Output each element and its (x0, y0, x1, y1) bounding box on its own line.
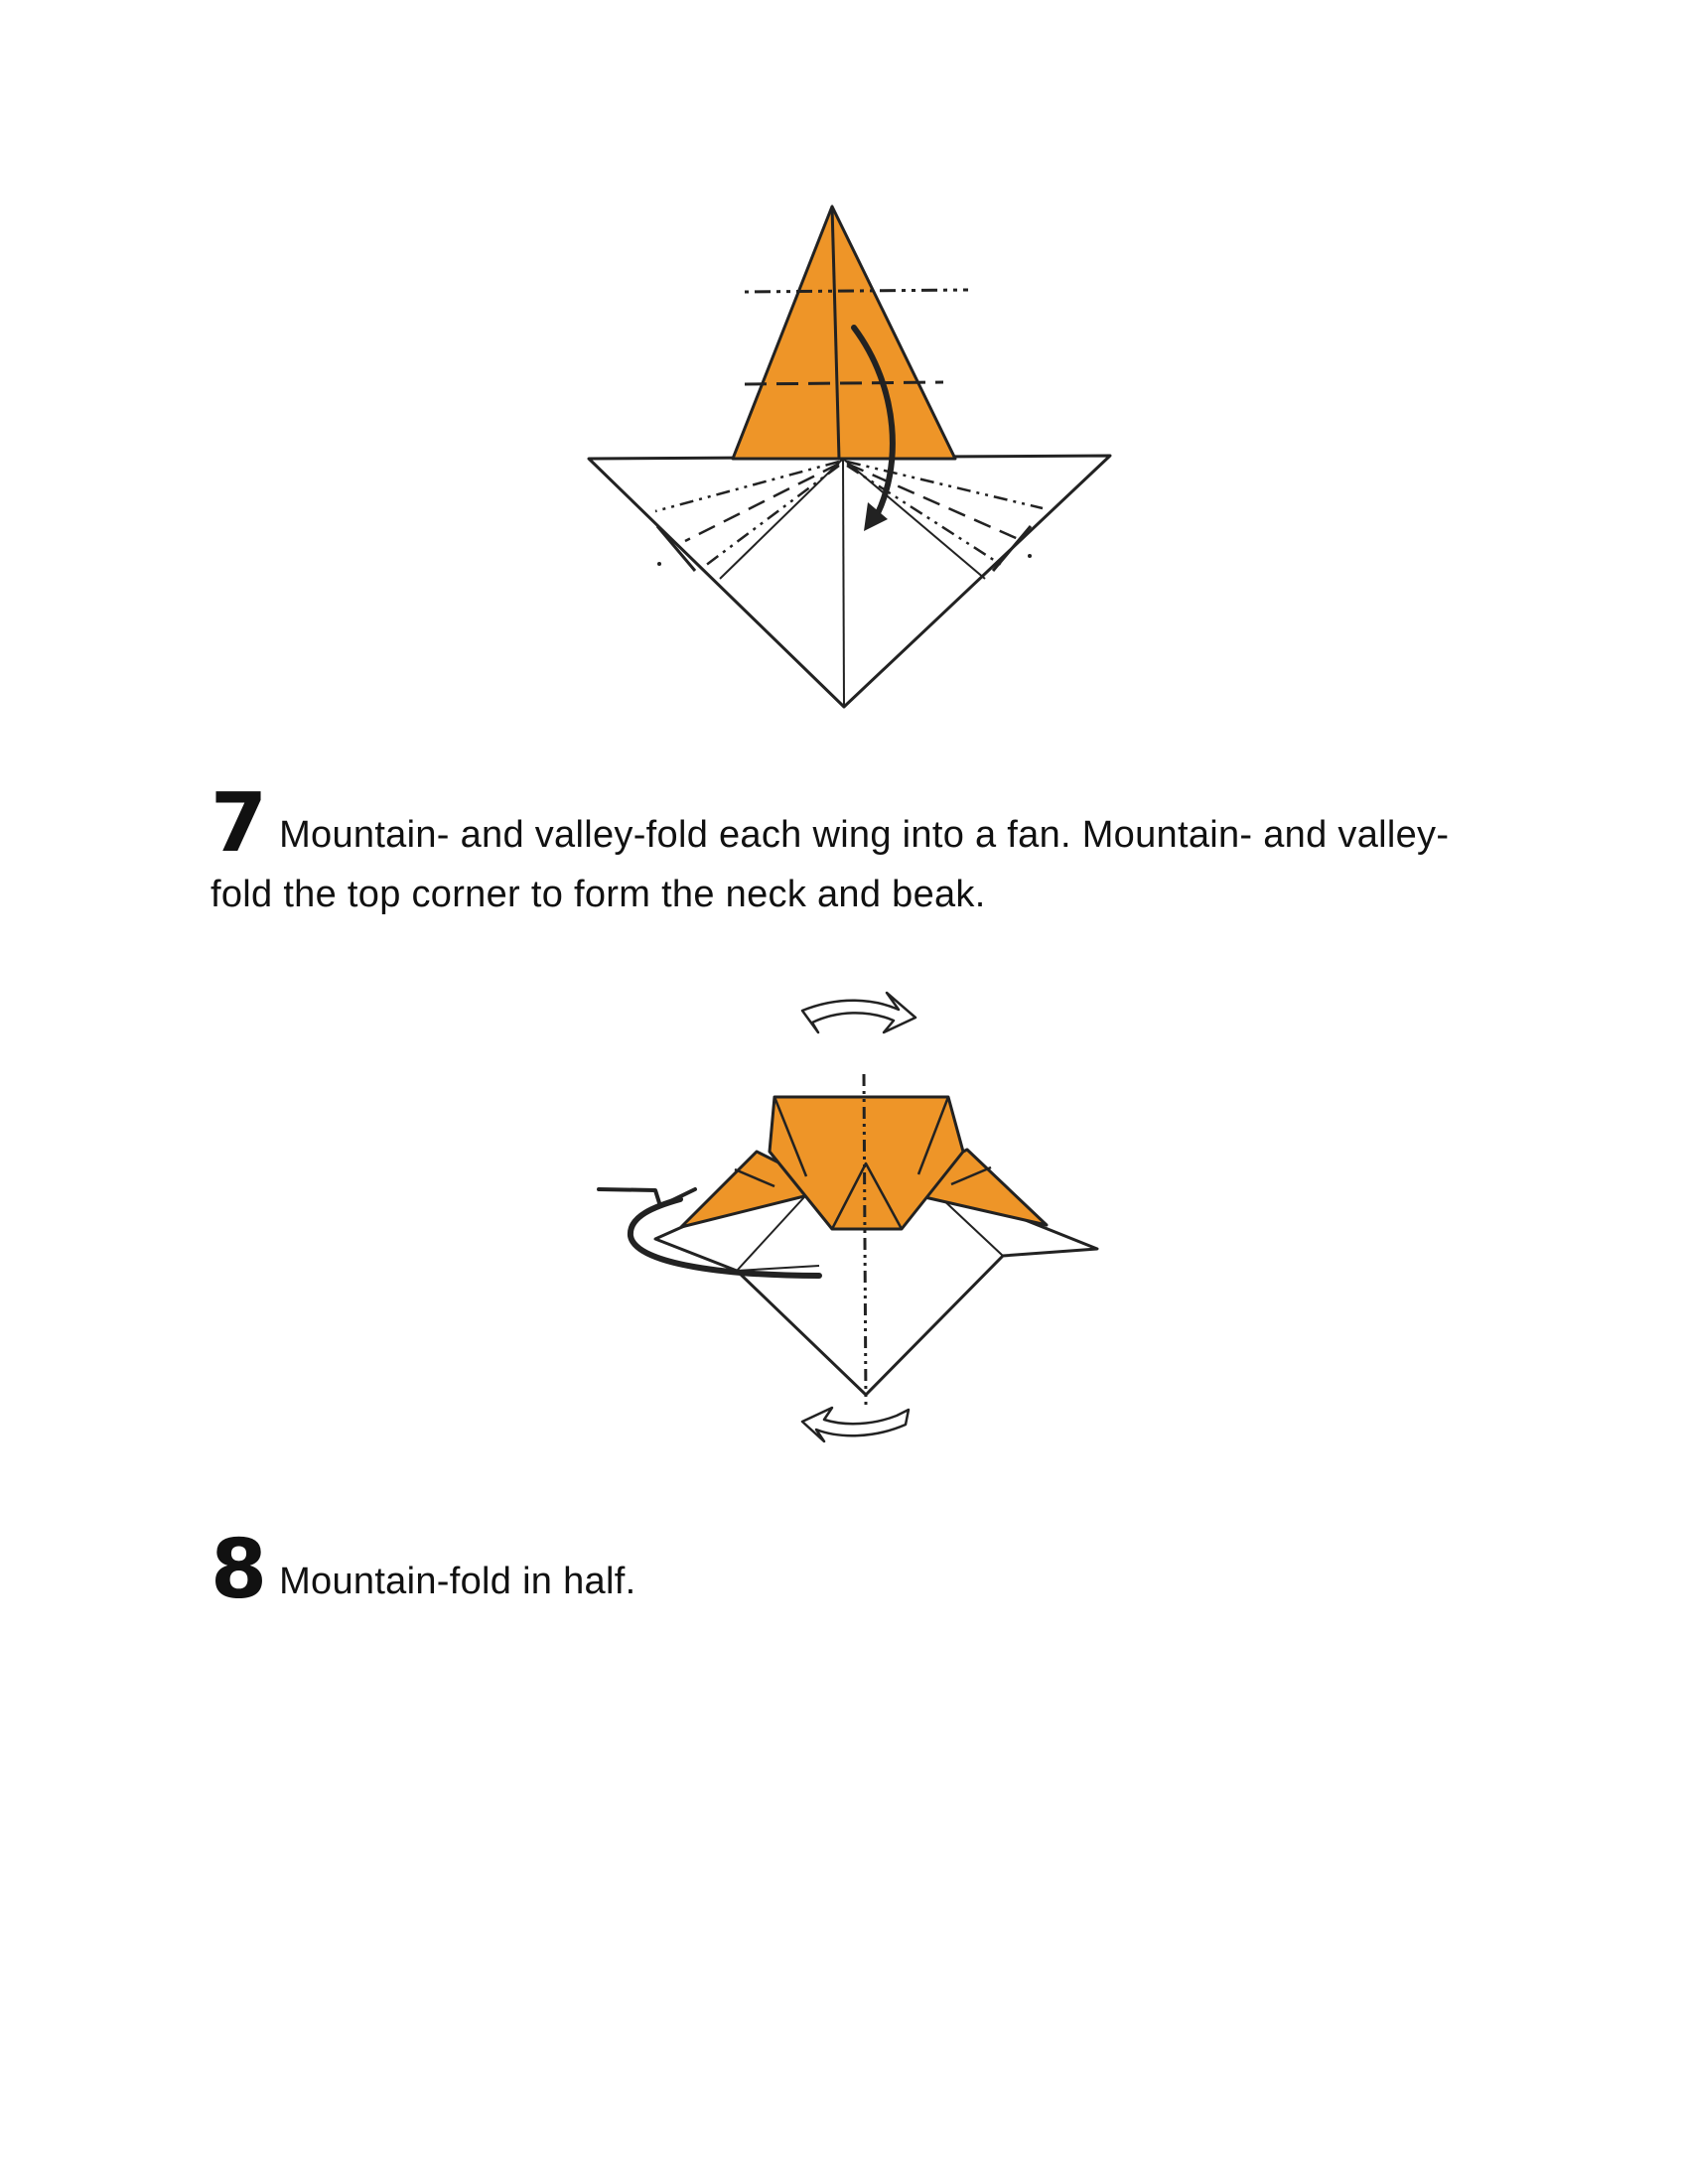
step-text: Mountain-fold in half. (279, 1561, 636, 1602)
instruction-step-7 (211, 776, 1501, 924)
step-number: 7 (211, 776, 266, 871)
orange-kite-flap (733, 206, 955, 459)
rotate-arrow-bottom-icon (802, 1408, 909, 1441)
instruction-step-8 (211, 1523, 1501, 1617)
paper-base-white (589, 456, 1110, 707)
step-number: 8 (211, 1523, 266, 1617)
rotate-arrow-top-icon (802, 993, 915, 1032)
fold-diagram-step-8 (576, 983, 1112, 1469)
step-text: Mountain- and valley-fold each wing into a fan. Mountain- and valley-fold the top corner to form the neck and beak. (211, 814, 1450, 915)
fold-diagram-step-7 (556, 189, 1132, 725)
